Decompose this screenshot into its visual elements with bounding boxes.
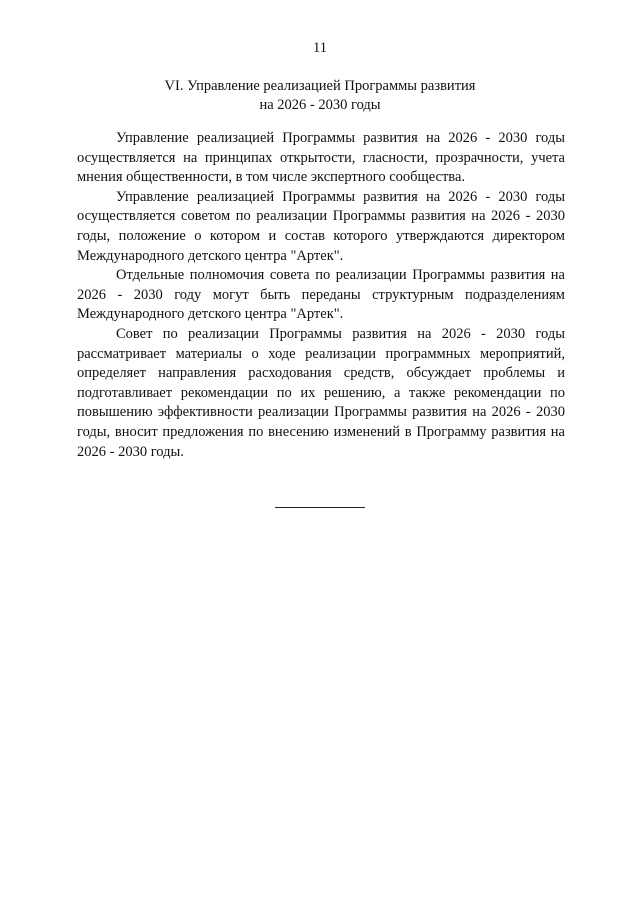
- paragraph-2: Управление реализацией Программы развития на 2026 - 2030 годы осуществляется советом по реализации Программы развития на 2026 - 2030 годы, положение о котором и состав которого утверждаются директором Международного детского центра "Артек".: [77, 188, 565, 264]
- paragraph-4: Совет по реализации Программы развития на 2026 - 2030 годы рассматривает материалы о ходе реализации программных мероприятий, определяет направления расходования средств, обсуждает проблемы и подготавливает рекомендации по их решению, а также рекомендации по повышению эффективности реализации Программы развития на 2026 - 2030 годы, вносит предложения по внесению изменений в Программу развития на 2026 - 2030 годы.: [77, 325, 565, 460]
- section-heading: [80, 77, 560, 115]
- page-number: 11: [313, 40, 327, 56]
- end-divider-line: [275, 507, 365, 508]
- paragraph-3: Отдельные полномочия совета по реализации Программы развития на 2026 - 2030 году могут быть переданы структурным подразделениям Международного детского центра "Артек".: [77, 267, 565, 323]
- section-heading-line-1: VI. Управление реализацией Программы развития: [164, 78, 476, 94]
- section-heading-line-2: на 2026 - 2030 годы: [259, 97, 381, 113]
- paragraph-1: Управление реализацией Программы развития на 2026 - 2030 годы осуществляется на принципах открытости, гласности, прозрачности, учета мнения общественности, в том числе экспертного сообщества.: [77, 130, 565, 186]
- document-body: [77, 129, 565, 462]
